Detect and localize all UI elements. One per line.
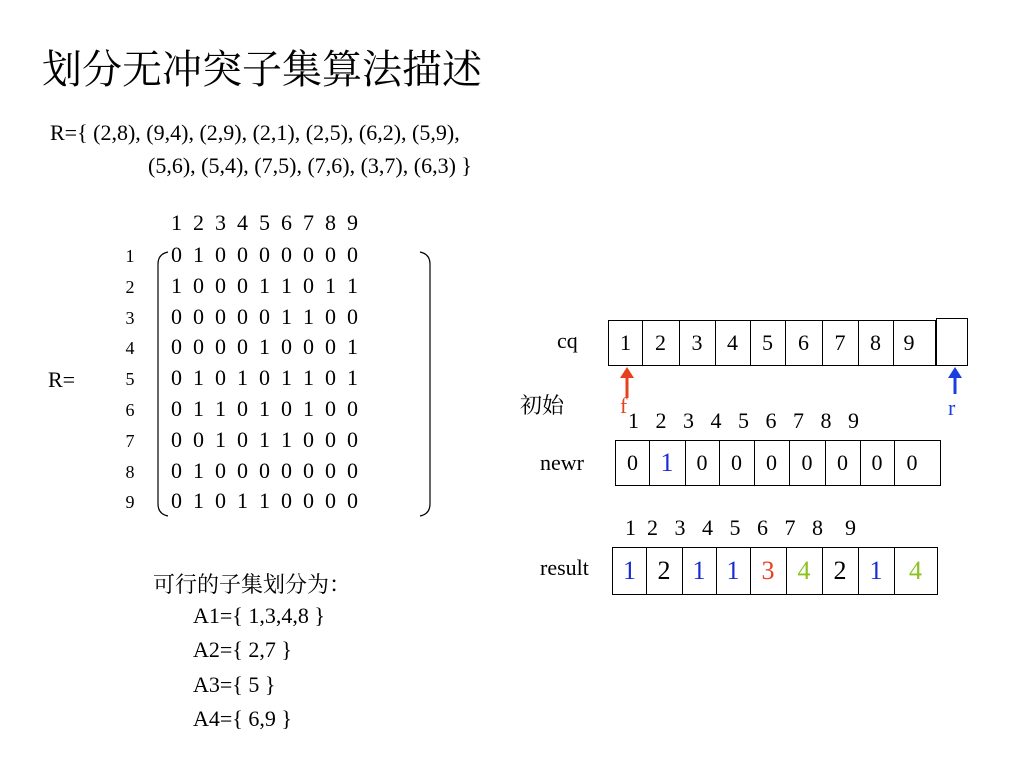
front-pointer-label: f <box>620 393 628 418</box>
subset-a2: A2={ 2,7 } <box>193 637 292 662</box>
cq-cell: 3 <box>679 321 716 365</box>
result-label: result <box>540 555 589 580</box>
newr-cell: 1 <box>649 441 686 485</box>
relation-line-1: R={ (2,8), (9,4), (2,9), (2,1), (2,5), (6,2), (5,9), <box>50 120 460 145</box>
result-cell: 3 <box>750 548 787 594</box>
rear-pointer-label: r <box>948 395 956 420</box>
matrix-row: 0 1 0 0 0 0 0 0 0 <box>171 457 358 483</box>
page-title: 划分无冲突子集算法描述 <box>42 47 482 93</box>
newr-cell: 0 <box>789 441 826 485</box>
cq-cell: 6 <box>785 321 823 365</box>
cq-cell: 5 <box>750 321 786 365</box>
cq-label: cq <box>557 328 578 353</box>
cq-cell: 2 <box>642 321 680 365</box>
matrix-row: 0 1 0 0 0 0 0 0 0 <box>171 242 358 267</box>
matrix-row-label: 8 <box>125 461 135 482</box>
matrix-row-label: 7 <box>125 430 135 451</box>
matrix-row-label: 6 <box>125 400 135 420</box>
newr-cell: 0 <box>860 441 895 485</box>
right-bracket <box>420 252 430 516</box>
result-cell: 2 <box>822 548 859 594</box>
matrix-brackets <box>150 248 440 520</box>
matrix-column-header: 1 2 3 4 5 6 7 8 9 <box>171 210 358 235</box>
cq-cell: 7 <box>822 321 859 365</box>
subset-a3: A3={ 5 } <box>193 672 276 697</box>
result-array <box>612 547 938 595</box>
left-bracket <box>158 252 168 516</box>
relation-line-2: (5,6), (5,4), (7,5), (7,6), (3,7), (6,3) } <box>148 153 472 178</box>
newr-cell: 0 <box>825 441 861 485</box>
newr-cell: 0 <box>906 450 918 475</box>
result-cell: 1 <box>858 548 895 594</box>
result-cell: 2 <box>646 548 683 594</box>
rear-pointer-arrow <box>940 366 970 396</box>
result-index-header: 1 2 3 4 5 6 7 8 9 <box>625 515 856 540</box>
newr-cell: 0 <box>616 441 650 485</box>
matrix-row: 0 1 1 0 1 0 1 0 0 <box>171 396 358 421</box>
matrix-row-label: 3 <box>125 307 135 328</box>
newr-array <box>615 440 941 486</box>
result-cell: 1 <box>613 548 647 594</box>
subsets-heading: 可行的子集划分为： <box>153 573 352 598</box>
result-cell: 1 <box>716 548 751 594</box>
cq-cell: 1 <box>609 321 643 365</box>
newr-cell: 0 <box>719 441 755 485</box>
subset-a1: A1={ 1,3,4,8 } <box>193 603 325 628</box>
newr-index-header: 1 2 3 4 5 6 7 8 9 <box>628 408 859 433</box>
matrix-row: 0 1 0 1 0 1 1 0 1 <box>171 365 358 391</box>
cq-cell: 4 <box>715 321 751 365</box>
subset-a4: A4={ 6,9 } <box>193 706 292 731</box>
result-cell: 4 <box>786 548 823 594</box>
cq-extra-cell <box>936 318 968 366</box>
matrix-row: 1 0 0 0 1 1 0 1 1 <box>171 272 358 298</box>
cq-cell: 8 <box>858 321 894 365</box>
matrix-row: 0 0 0 0 0 1 1 0 0 <box>171 303 358 329</box>
newr-label: newr <box>540 450 584 475</box>
matrix-row-label: 1 <box>125 246 135 266</box>
matrix-row-label: 2 <box>125 276 135 297</box>
newr-cell: 0 <box>685 441 720 485</box>
matrix-row: 0 0 0 0 1 0 0 0 1 <box>171 334 358 360</box>
newr-cell: 0 <box>754 441 790 485</box>
matrix-label: R= <box>48 367 76 392</box>
initial-state-label: 初始 <box>520 394 565 419</box>
matrix-row-label: 5 <box>125 369 135 390</box>
matrix-row: 0 1 0 1 1 0 0 0 0 <box>171 488 358 514</box>
cq-cell: 9 <box>903 330 915 355</box>
result-cell: 4 <box>909 556 922 585</box>
matrix-row-label: 9 <box>125 492 135 513</box>
result-cell: 1 <box>682 548 717 594</box>
cq-array <box>608 320 936 366</box>
matrix-row: 0 0 1 0 1 1 0 0 0 <box>171 426 358 452</box>
matrix-row-label: 4 <box>125 338 135 359</box>
